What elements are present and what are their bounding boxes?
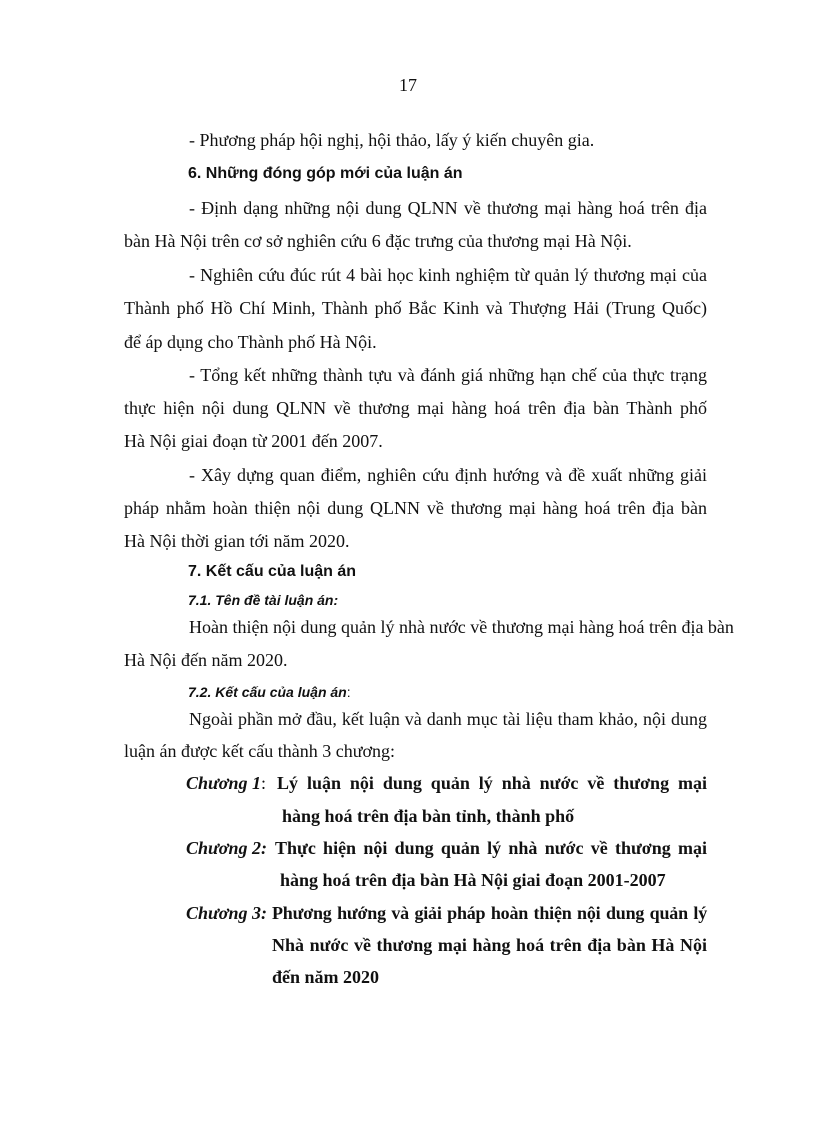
contribution-2-line-1: - Nghiên cứu đúc rút 4 bài học kinh nghiệm từ quản lý thương mại của	[189, 265, 707, 285]
chapter-3-label: Chương 3:	[186, 903, 267, 923]
structure-intro-line-2: luận án được kết cấu thành 3 chương:	[124, 741, 395, 761]
chapter-2-title-line-1: Thực hiện nội dung quản lý nhà nước về thương mại	[275, 838, 707, 858]
section-heading-7: 7. Kết cấu của luận án	[188, 563, 357, 580]
contribution-3-line-3: Hà Nội giai đoạn từ 2001 đến 2007.	[124, 431, 383, 451]
contribution-2-line-3: để áp dụng cho Thành phố Hà Nội.	[124, 332, 377, 352]
contribution-3-line-2: thực hiện nội dung QLNN về thương mại hàng hoá trên địa bàn Thành phố	[124, 398, 707, 418]
chapter-1-label	[186, 772, 266, 794]
subheading-7-2-colon: :	[346, 684, 351, 700]
contribution-1-line-1: - Định dạng những nội dung QLNN về thương mại hàng hoá trên địa	[189, 198, 707, 218]
chapter-1-label-text: Chương 1	[186, 773, 261, 793]
chapter-2-title-line-2: hàng hoá trên địa bàn Hà Nội giai đoạn 2001-2007	[280, 870, 666, 890]
chapter-1-title-line-2: hàng hoá trên địa bàn tỉnh, thành phố	[282, 806, 575, 826]
structure-intro-line-1: Ngoài phần mở đầu, kết luận và danh mục tài liệu tham khảo, nội dung	[189, 709, 707, 729]
contribution-4-line-2: pháp nhằm hoàn thiện nội dung QLNN về thương mại hàng hoá trên địa bàn	[124, 498, 707, 518]
chapter-3-title-line-1: Phương hướng và giải pháp hoàn thiện nội dung quản lý	[272, 903, 707, 923]
subheading-7-2	[188, 681, 351, 703]
contribution-4-line-3: Hà Nội thời gian tới năm 2020.	[124, 531, 350, 551]
thesis-title-line-2: Hà Nội đến năm 2020.	[124, 650, 288, 670]
contribution-2-line-2: Thành phố Hồ Chí Minh, Thành phố Bắc Kinh và Thượng Hải (Trung Quốc)	[124, 298, 707, 318]
chapter-3-title-line-2: Nhà nước về thương mại hàng hoá trên địa bàn Hà Nội	[272, 935, 707, 955]
section-heading-6: 6. Những đóng góp mới của luận án	[188, 165, 463, 182]
contribution-1-line-2: bàn Hà Nội trên cơ sở nghiên cứu 6 đặc trưng của thương mại Hà Nội.	[124, 231, 632, 251]
page-number: 17	[399, 75, 417, 95]
method-line: - Phương pháp hội nghị, hội thảo, lấy ý kiến chuyên gia.	[189, 130, 595, 150]
chapter-3-title-line-3: đến năm 2020	[272, 967, 380, 987]
thesis-title-line-1: Hoàn thiện nội dung quản lý nhà nước về thương mại hàng hoá trên địa bàn	[189, 617, 734, 637]
subheading-7-2-text: 7.2. Kết cấu của luận án	[188, 684, 347, 700]
contribution-3-line-1: - Tổng kết những thành tựu và đánh giá những hạn chế của thực trạng	[189, 365, 707, 385]
contribution-4-line-1: - Xây dựng quan điểm, nghiên cứu định hướng và đề xuất những giải	[189, 465, 707, 485]
chapter-1-title-line-1: Lý luận nội dung quản lý nhà nước về thương mại	[277, 773, 707, 793]
subheading-7-1: 7.1. Tên đề tài luận án:	[188, 592, 339, 608]
chapter-1-label-sep: :	[260, 773, 266, 793]
chapter-2-label: Chương 2:	[186, 838, 267, 858]
